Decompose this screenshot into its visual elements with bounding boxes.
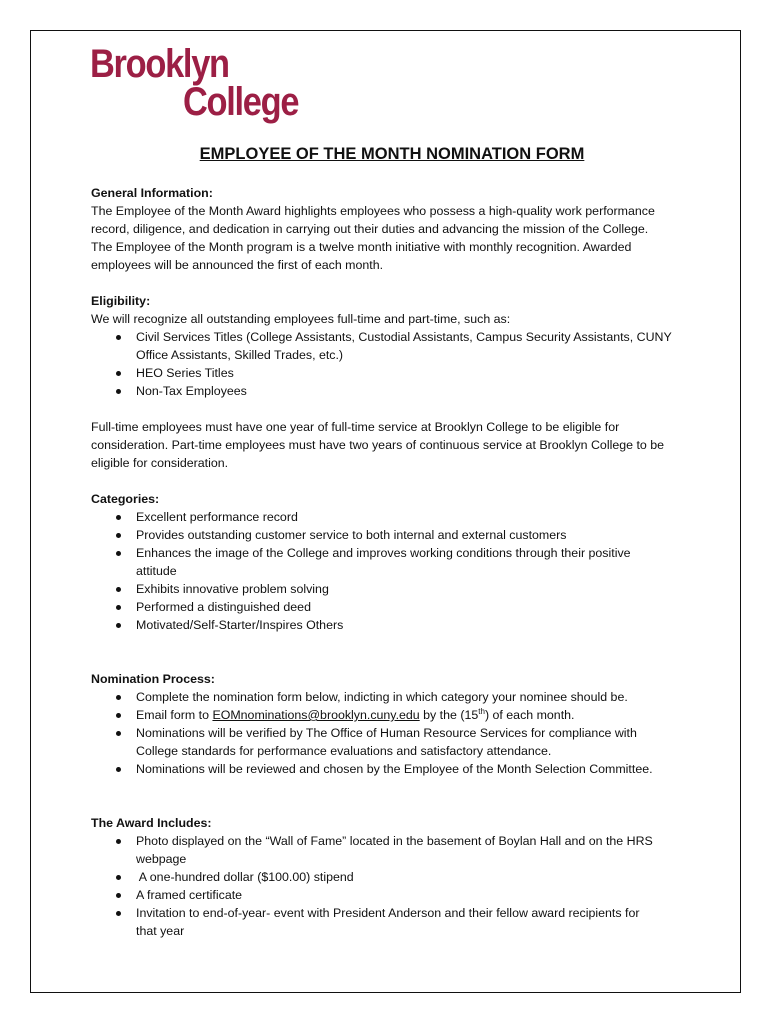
bullet-icon <box>116 605 121 610</box>
bullet-icon <box>116 731 121 736</box>
categories-list <box>91 508 689 634</box>
bullet-icon <box>116 389 121 394</box>
nomination-list <box>91 688 689 778</box>
list-item: Invitation to end-of-year- event with President Anderson and their fellow award recipients for that year <box>91 904 689 940</box>
brooklyn-college-logo <box>90 44 310 124</box>
award-includes-section <box>91 814 689 940</box>
logo-line-2: College <box>183 80 299 124</box>
text-line: record, diligence, and dedication in carrying out their duties and advancing the mission of the College. <box>91 222 649 236</box>
eligibility-list <box>91 328 689 400</box>
text-line: The Employee of the Month Award highlights employees who possess a high-quality work performance <box>91 204 655 218</box>
nomination-process-section <box>91 670 689 778</box>
bullet-icon <box>116 839 121 844</box>
text-line: eligible for consideration. <box>91 456 229 470</box>
categories-section <box>91 490 689 634</box>
bullet-icon <box>116 371 121 376</box>
eligibility-heading: Eligibility: <box>91 294 151 308</box>
general-text <box>91 202 689 274</box>
list-item: Provides outstanding customer service to both internal and external customers <box>91 526 689 544</box>
award-heading: The Award Includes: <box>91 816 212 830</box>
list-item: Complete the nomination form below, indicting in which category your nominee should be. <box>91 688 689 706</box>
bullet-icon <box>116 533 121 538</box>
bullet-icon <box>116 893 121 898</box>
list-item: Enhances the image of the College and improves working conditions through their positive attitude <box>91 544 689 580</box>
bullet-icon <box>116 713 121 718</box>
text-line: consideration. Part-time employees must have two years of continuous service at Brooklyn College to be <box>91 438 665 452</box>
eligibility-section <box>91 292 689 400</box>
page-title: EMPLOYEE OF THE MONTH NOMINATION FORM <box>199 145 585 163</box>
categories-heading: Categories: <box>91 492 160 506</box>
award-list <box>91 832 689 940</box>
text-line: The Employee of the Month program is a twelve month initiative with monthly recognition. Awarded <box>91 240 632 254</box>
bullet-icon <box>116 587 121 592</box>
text-line: Full-time employees must have one year of full-time service at Brooklyn College to be eligible for <box>91 420 620 434</box>
general-information-section <box>91 184 689 274</box>
list-item: HEO Series Titles <box>91 364 689 382</box>
list-item: Excellent performance record <box>91 508 689 526</box>
list-item: A framed certificate <box>91 886 689 904</box>
list-item: Performed a distinguished deed <box>91 598 689 616</box>
list-item: Non-Tax Employees <box>91 382 689 400</box>
bullet-icon <box>116 551 121 556</box>
list-item: A one-hundred dollar ($100.00) stipend <box>91 868 689 886</box>
list-item: Nominations will be verified by The Office of Human Resource Services for compliance with College standards for performance evaluations and satisfactory attendance. <box>91 724 689 760</box>
bullet-icon <box>116 911 121 916</box>
bullet-icon <box>116 335 121 340</box>
bullet-icon <box>116 623 121 628</box>
list-item: Nominations will be reviewed and chosen by the Employee of the Month Selection Committee. <box>91 760 689 778</box>
bullet-icon <box>116 515 121 520</box>
logo-line-1: Brooklyn <box>90 42 229 86</box>
email-link[interactable]: EOMnominations@brooklyn.cuny.edu <box>212 708 420 722</box>
list-item: Motivated/Self-Starter/Inspires Others <box>91 616 689 634</box>
list-item: Photo displayed on the “Wall of Fame” located in the basement of Boylan Hall and on the HRS webpage <box>91 832 689 868</box>
list-item: Exhibits innovative problem solving <box>91 580 689 598</box>
eligibility-intro: We will recognize all outstanding employees full-time and part-time, such as: <box>91 312 511 326</box>
bullet-icon <box>116 767 121 772</box>
text-line: employees will be announced the first of each month. <box>91 258 384 272</box>
general-heading: General Information: <box>91 186 213 200</box>
list-item: Civil Services Titles (College Assistants, Custodial Assistants, Campus Security Assistants, CUNY Office Assistants, Skilled Trades, etc.) <box>91 328 689 364</box>
list-item: Email form to EOMnominations@brooklyn.cuny.edu by the (15th) of each month. <box>91 706 689 724</box>
bullet-icon <box>116 875 121 880</box>
bullet-icon <box>116 695 121 700</box>
service-requirement-section <box>91 418 689 472</box>
document-body <box>91 142 689 958</box>
nomination-heading: Nomination Process: <box>91 672 215 686</box>
